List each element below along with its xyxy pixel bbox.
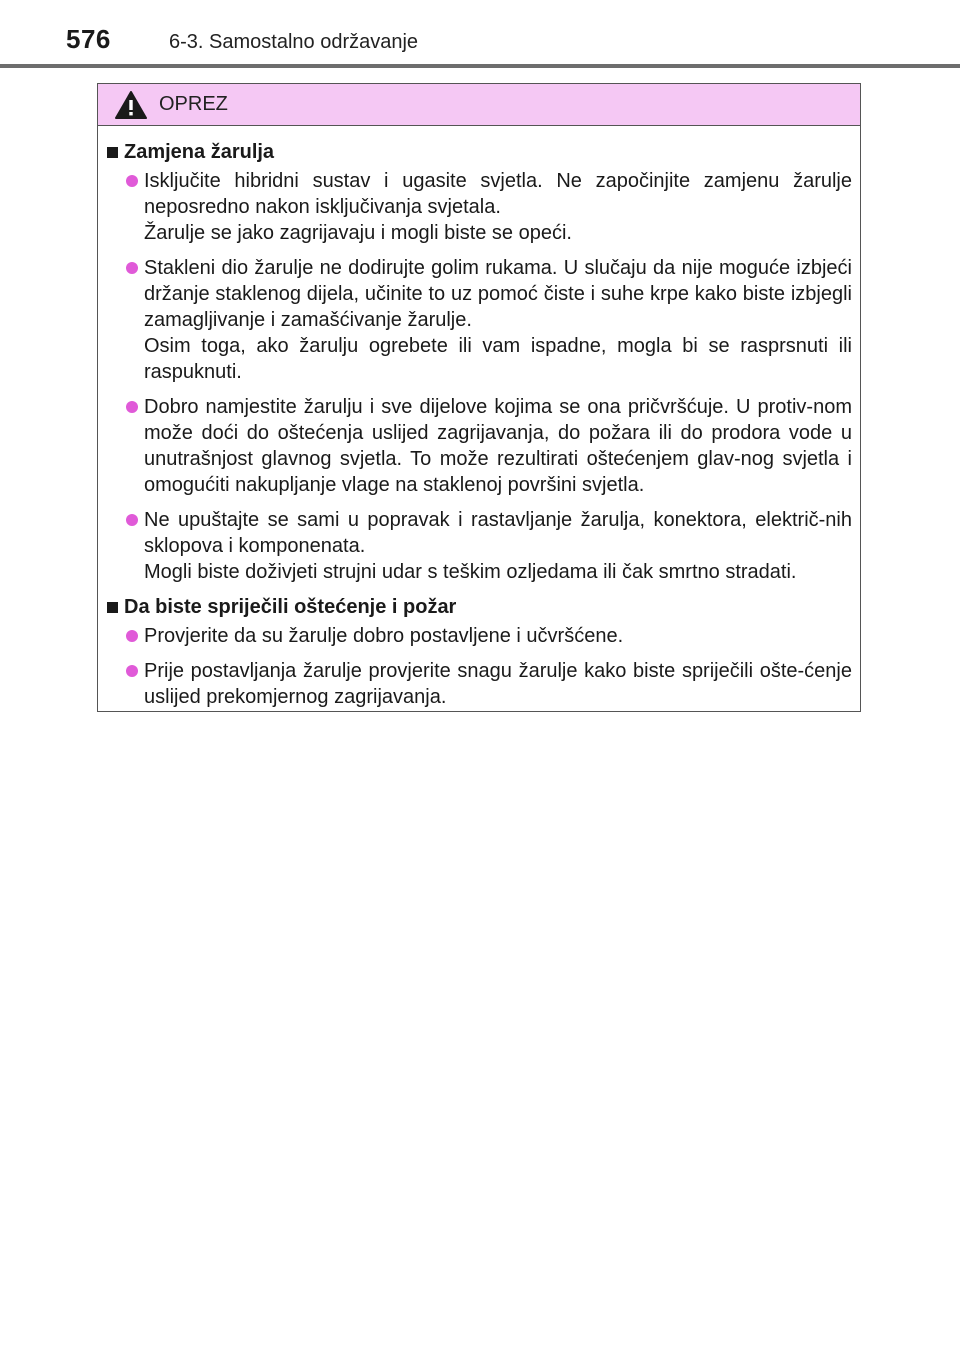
section-heading-text: Da biste spriječili oštećenje i požar xyxy=(124,596,457,618)
bullet-paragraph: Osim toga, ako žarulju ogrebete ili vam ispadne, mogla bi se rasprsnuti ili raspuknuti. xyxy=(144,335,852,383)
square-bullet-icon xyxy=(107,147,118,158)
bullet-item xyxy=(106,507,852,585)
caution-body xyxy=(98,126,860,710)
page-header xyxy=(0,0,960,70)
warning-triangle-icon xyxy=(114,90,148,120)
bullet-paragraph: Prije postavljanja žarulje provjerite snagu žarulje kako biste spriječili ošte-ćenje uslijed prekomjernog zagrijavanja. xyxy=(144,660,852,708)
round-bullet-icon xyxy=(126,630,138,642)
caution-box xyxy=(97,83,861,712)
caution-header xyxy=(98,84,860,126)
caution-title: OPREZ xyxy=(159,93,228,115)
bullet-paragraph: Stakleni dio žarulje ne dodirujte golim rukama. U slučaju da nije moguće izbjeći držanje staklenog dijela, učinite to uz pomoć čiste i suhe krpe kako biste izbjegli zamagljivanje i zamašćivanje žarulje. xyxy=(144,257,852,331)
bullet-item xyxy=(106,623,852,649)
round-bullet-icon xyxy=(126,514,138,526)
square-bullet-icon xyxy=(107,602,118,613)
section-title: 6-3. Samostalno održavanje xyxy=(169,31,419,53)
bullet-item xyxy=(106,658,852,710)
page-number: 576 xyxy=(66,24,111,54)
round-bullet-icon xyxy=(126,175,138,187)
round-bullet-icon xyxy=(126,401,138,413)
bullet-item xyxy=(106,168,852,246)
round-bullet-icon xyxy=(126,262,138,274)
bullet-paragraph: Isključite hibridni sustav i ugasite svjetla. Ne započinjite zamjenu žarulje neposredno nakon isključivanja svjetala. xyxy=(144,170,852,218)
section-heading-text: Zamjena žarulja xyxy=(124,141,275,163)
bullet-paragraph: Žarulje se jako zagrijavaju i mogli biste se opeći. xyxy=(144,222,572,244)
bullet-item xyxy=(106,255,852,385)
round-bullet-icon xyxy=(126,665,138,677)
bullet-item xyxy=(106,394,852,498)
section-heading xyxy=(106,594,852,620)
bullet-paragraph: Ne upuštajte se sami u popravak i rastavljanje žarulja, konektora, električ-nih sklopova i komponenata. xyxy=(144,509,852,557)
bullet-paragraph: Provjerite da su žarulje dobro postavljene i učvršćene. xyxy=(144,625,624,647)
header-rule xyxy=(0,64,960,68)
bullet-paragraph: Mogli biste doživjeti strujni udar s teškim ozljedama ili čak smrtno stradati. xyxy=(144,561,797,583)
bullet-paragraph: Dobro namjestite žarulju i sve dijelove kojima se ona pričvršćuje. U protiv-nom može doći do oštećenja uslijed zagrijavanja, do požara ili do prodora vode u unutrašnjost glavnog svjetla. To može rezultirati oštećenjem glav-nog svjetla i omogućiti nakupljanje vlage na staklenoj površini svjetla. xyxy=(144,396,852,496)
section-heading xyxy=(106,139,852,165)
